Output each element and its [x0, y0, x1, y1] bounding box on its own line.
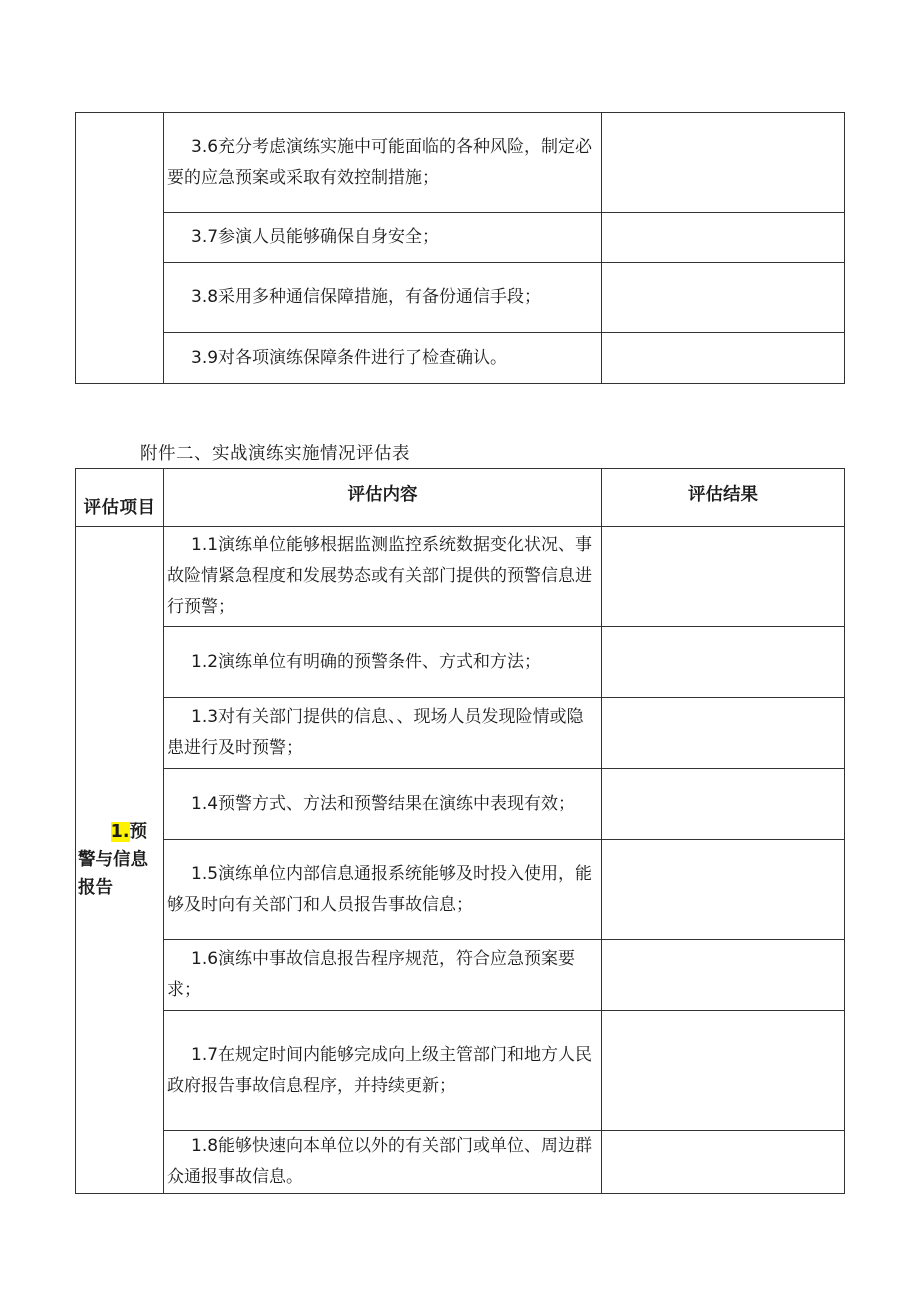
table-row — [76, 698, 845, 769]
table-row — [76, 940, 845, 1011]
result-cell[interactable] — [602, 113, 845, 213]
table-caption: 附件二、实战演练实施情况评估表 — [140, 444, 410, 464]
table-row — [76, 840, 845, 940]
content-cell: 1.6演练中事故信息报告程序规范，符合应急预案要求； — [164, 940, 602, 1011]
content-cell: 3.6充分考虑演练实施中可能面临的各种风险，制定必要的应急预案或采取有效控制措施； — [164, 113, 602, 213]
result-cell[interactable] — [602, 769, 845, 840]
header-result: 评估结果 — [602, 469, 845, 527]
content-cell: 1.2演练单位有明确的预警条件、方式和方法； — [164, 627, 602, 698]
category-line-1: 1.预 — [110, 822, 147, 842]
result-cell[interactable] — [602, 627, 845, 698]
result-cell[interactable] — [602, 1011, 845, 1131]
result-cell[interactable] — [602, 698, 845, 769]
table-row — [76, 527, 845, 627]
content-cell: 1.8能够快速向本单位以外的有关部门或单位、周边群众通报事故信息。 — [164, 1131, 602, 1194]
continuation-table — [75, 112, 845, 384]
result-cell[interactable] — [602, 840, 845, 940]
content-cell: 1.7在规定时间内能够完成向上级主管部门和地方人民政府报告事故信息程序，并持续更新； — [164, 1011, 602, 1131]
header-item: 评估项目 — [76, 469, 164, 527]
content-cell: 3.7参演人员能够确保自身安全； — [164, 213, 602, 263]
category-line-2: 警与信息 — [78, 850, 148, 870]
result-cell[interactable] — [602, 1131, 845, 1194]
result-cell[interactable] — [602, 333, 845, 384]
content-cell: 3.8采用多种通信保障措施，有备份通信手段； — [164, 263, 602, 333]
content-cell: 1.3对有关部门提供的信息、、现场人员发现险情或隐患进行及时预警； — [164, 698, 602, 769]
content-cell: 3.9对各项演练保障条件进行了检查确认。 — [164, 333, 602, 384]
category-number: 1. — [110, 822, 130, 842]
result-cell[interactable] — [602, 263, 845, 333]
table-row — [76, 213, 845, 263]
result-cell[interactable] — [602, 213, 845, 263]
table-row — [76, 627, 845, 698]
table-row — [76, 1011, 845, 1131]
content-cell: 1.4预警方式、方法和预警结果在演练中表现有效； — [164, 769, 602, 840]
table-row — [76, 769, 845, 840]
table-row — [76, 1131, 845, 1194]
header-content: 评估内容 — [164, 469, 602, 527]
category-line-3: 报告 — [78, 878, 113, 898]
content-cell: 1.1演练单位能够根据监测监控系统数据变化状况、事故险情紧急程度和发展势态或有关部门提供的预警信息进行预警； — [164, 527, 602, 627]
content-cell: 1.5演练单位内部信息通报系统能够及时投入使用，能够及时向有关部门和人员报告事故信息； — [164, 840, 602, 940]
result-cell[interactable] — [602, 940, 845, 1011]
evaluation-table — [75, 468, 845, 1194]
table-row — [76, 333, 845, 384]
header-row — [76, 469, 845, 527]
result-cell[interactable] — [602, 527, 845, 627]
category-cell-empty — [76, 113, 164, 384]
table-row — [76, 263, 845, 333]
table-row — [76, 113, 845, 213]
category-cell — [76, 527, 164, 1194]
